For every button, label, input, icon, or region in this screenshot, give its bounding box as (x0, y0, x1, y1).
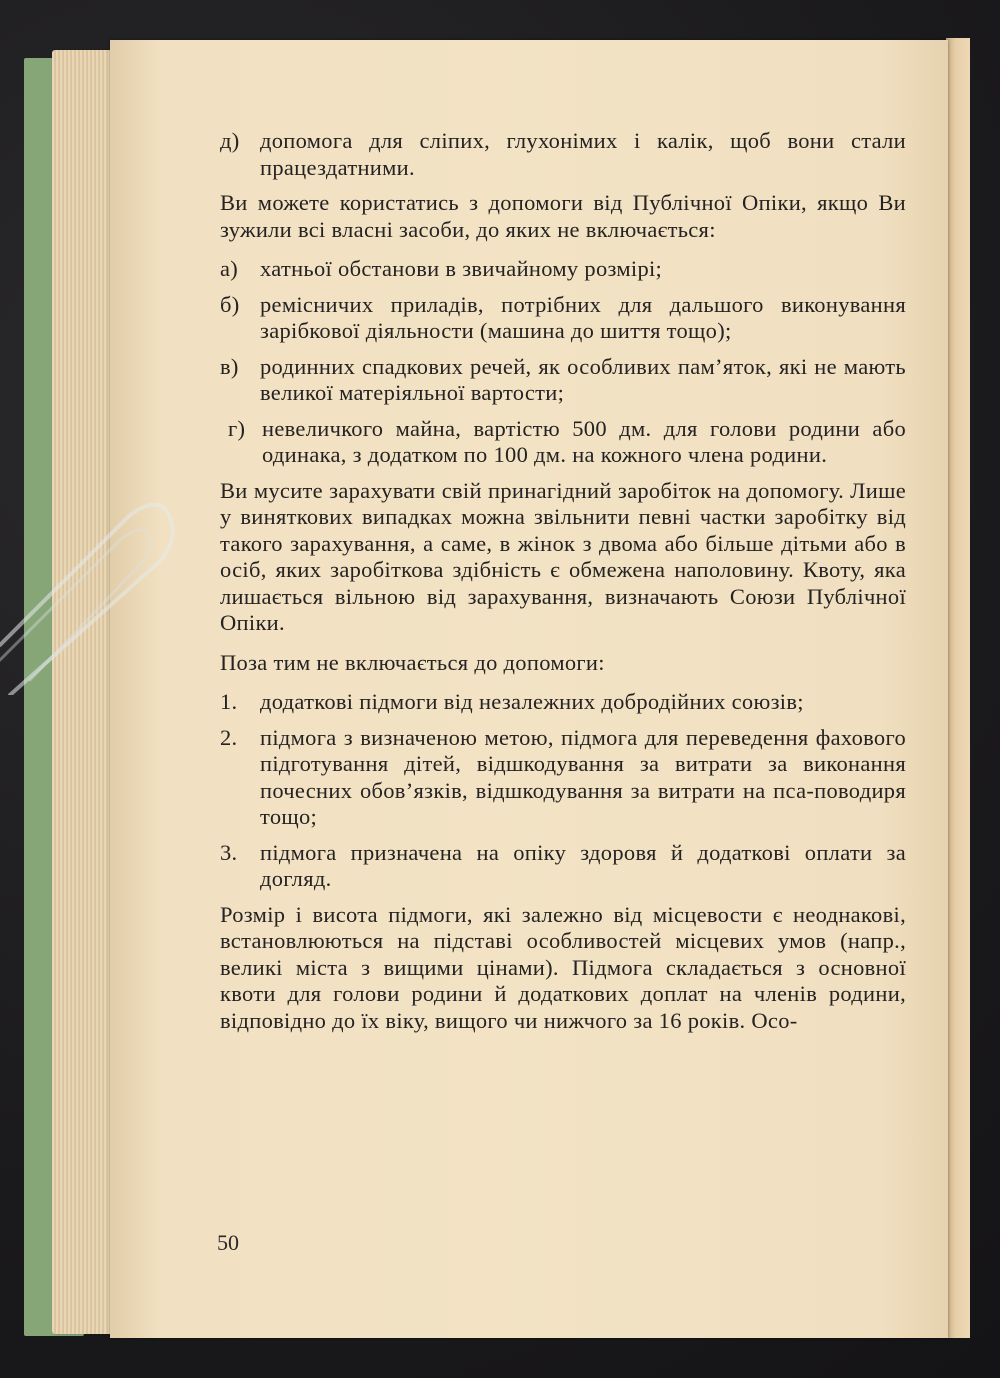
list-marker: г) (228, 415, 246, 441)
list-marker: 3. (220, 839, 238, 865)
list-item-text: допомога для сліпих, глухонімих і калік, щоб вони стали працездатними. (260, 128, 906, 180)
list-marker: в) (220, 353, 239, 379)
paragraph: Ви мусите зарахувати свій принагідний заробіток на допомогу. Лише у виняткових випадках можна звільнити певні частки заробітку від такого зарахування, а саме, в жінок з двома або більше дітьми або в осіб, яких заробіткова здібність є обмежена наполовину. Квоту, яка лишається вільною від зарахування, визначають Союзи Публічної Опіки. (220, 477, 906, 635)
list-item (220, 256, 906, 283)
list-marker: д) (220, 128, 240, 153)
page-text (220, 128, 906, 1047)
list-item (220, 292, 906, 345)
list-item (220, 689, 906, 716)
facing-page-edge (946, 38, 970, 1338)
list-marker: б) (220, 291, 240, 317)
list-item-text: ремісничих приладів, потрібних для дальшого виконування зарібкової діяльности (машина до шиття тощо); (260, 291, 906, 343)
list-item (220, 128, 906, 181)
list-marker: 2. (220, 724, 238, 750)
list-item-text: родинних спадкових речей, як особливих пам’яток, які не мають великої матеріяльної вартости; (260, 353, 906, 405)
list-item-text: підмога призначена на опіку здоровя й додаткові оплати за догляд. (260, 839, 906, 891)
list-item (228, 416, 906, 469)
list-marker: а) (220, 256, 239, 281)
list-item-text: хатньої обстанови в звичайному розмірі; (260, 256, 663, 281)
list-item (220, 354, 906, 407)
paragraph: Поза тим не включається до допомоги: (220, 649, 605, 675)
list-marker: 1. (220, 689, 238, 714)
list-item-text: невеличкого майна, вартістю 500 дм. для голови родини або одинака, з додатком по 100 дм. на кожного члена родини. (262, 415, 906, 467)
list-item-text: підмога з визначеною метою, підмога для переведення фахового підготування дітей, відшкодування за витрати за виконання почесних обов’язків, відшкодування за витрати на пса-поводиря тощо; (260, 724, 906, 829)
list-item (220, 840, 906, 893)
paragraph: Ви можете користатись з допомоги від Публічної Опіки, якщо Ви зужили всі власні засоби, до яких не включається: (220, 190, 906, 242)
list-item (220, 725, 906, 831)
paragraph: Розмір і висота підмоги, які залежно від місцевости є неоднакові, встановлюються на підставі особливостей місцевих умов (напр., великі міста з вищими цінами). Підмога складається з основної квоти для голови родини й додаткових доплат на членів родини, відповідно до їх віку, вищого чи нижчого за 16 років. Осо- (220, 901, 906, 1033)
page-number: 50 (217, 1230, 239, 1255)
list-item-text: додаткові підмоги від незалежних добродійних союзів; (260, 689, 804, 714)
